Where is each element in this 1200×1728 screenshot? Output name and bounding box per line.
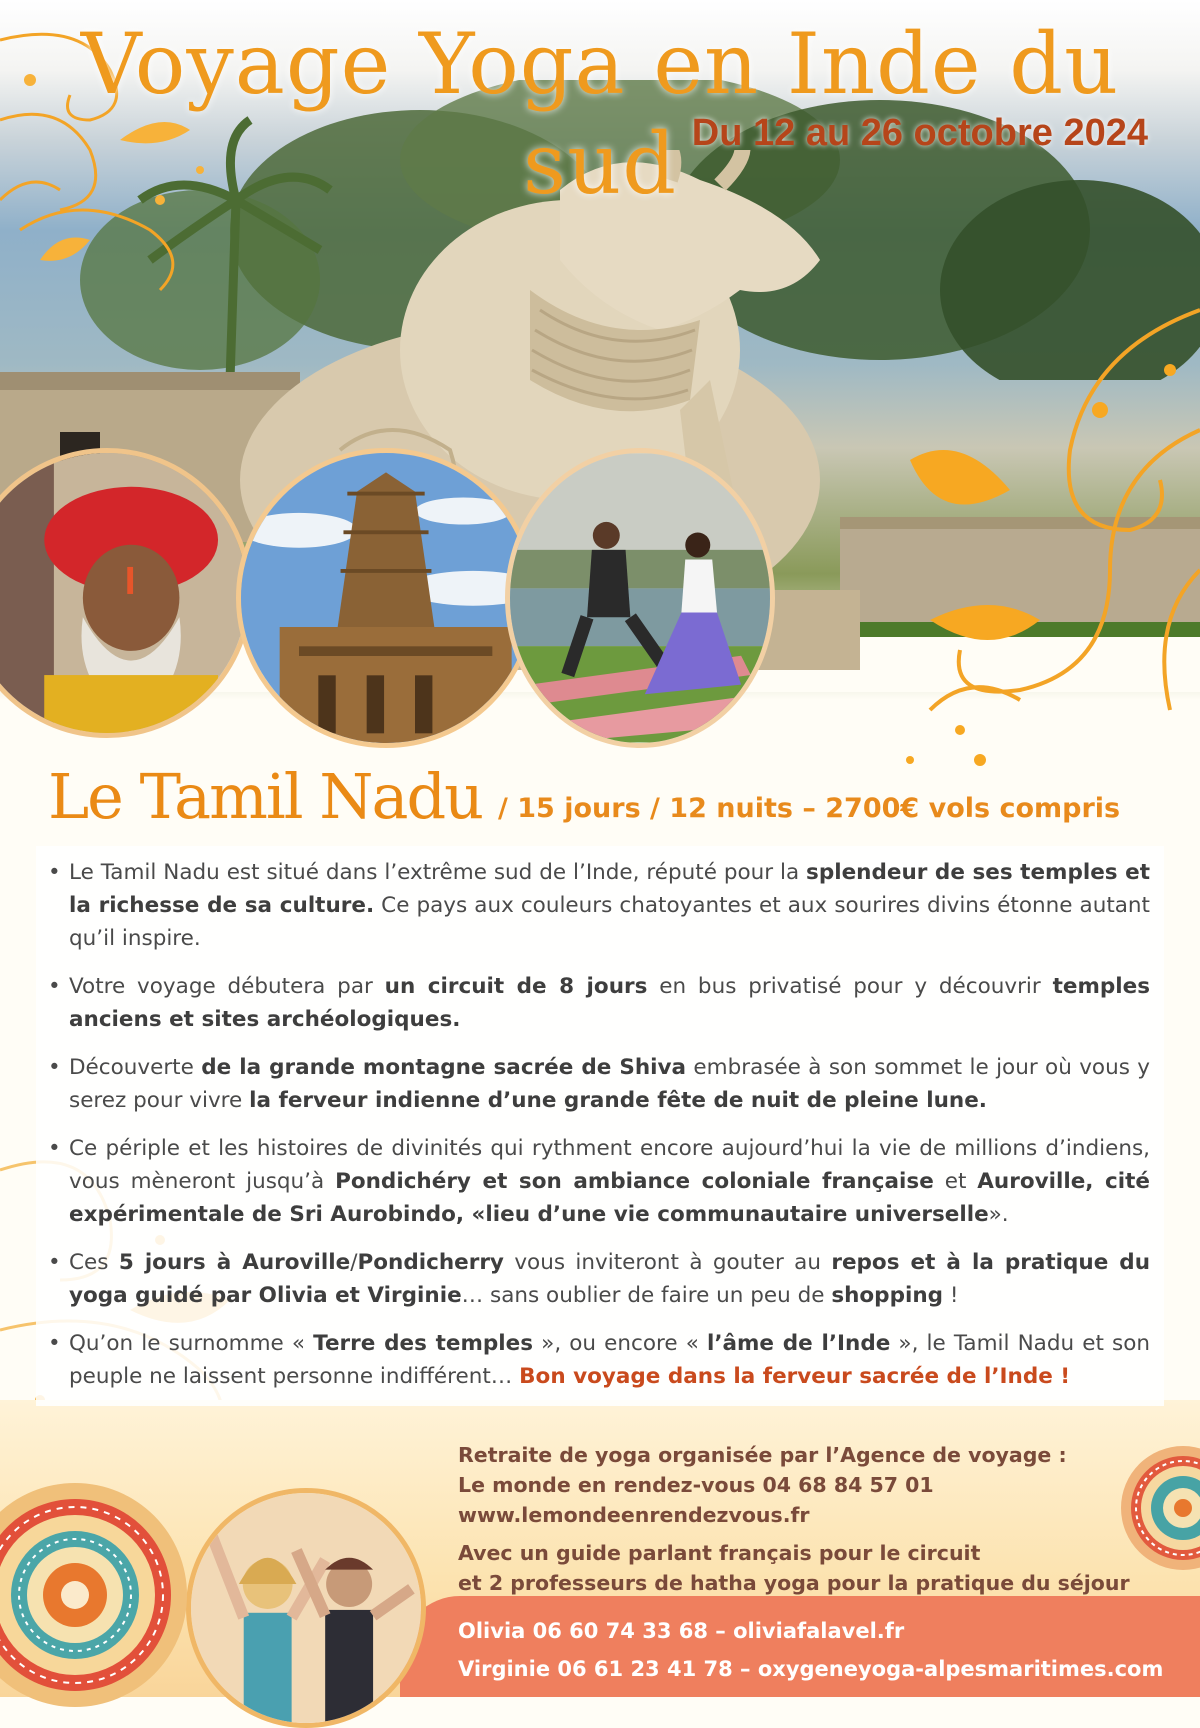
body-text: », le Tamil Nadu et son peuple ne laissent personne indifférent… <box>69 1331 1150 1389</box>
closing-tagline: Bon voyage dans la ferveur sacrée de l’Inde ! <box>519 1364 1071 1389</box>
highlight-item <box>48 1327 1150 1393</box>
emphasis-text: Pondicherry <box>357 1250 504 1275</box>
agency-phone: Le monde en rendez-vous 04 68 84 57 01 <box>458 1473 934 1497</box>
contact-olivia[interactable]: Olivia 06 60 74 33 68 – oliviafalavel.fr <box>458 1619 905 1643</box>
photo-temple-gopuram <box>236 448 536 748</box>
emphasis-text: temples anciens et sites archéologiques. <box>69 974 1150 1032</box>
emphasis-text: splendeur de ses temples et la richesse de sa culture. <box>69 860 1150 918</box>
contact-virginie[interactable]: Virginie 06 61 23 41 78 – oxygeneyoga-alpesmaritimes.com <box>458 1657 1164 1681</box>
body-text: ! <box>943 1283 959 1308</box>
body-text: … sans oublier de faire un peu de <box>461 1283 832 1308</box>
emphasis-text: la ferveur indienne d’une grande fête de nuit de pleine lune. <box>249 1088 987 1113</box>
trip-dates: Du 12 au 26 octobre 2024 <box>691 112 1148 154</box>
highlight-item <box>48 856 1150 955</box>
body-text: et <box>933 1169 978 1194</box>
highlight-item <box>48 1051 1150 1117</box>
body-text: Le Tamil Nadu est situé dans l’extrême sud de l’Inde, réputé pour la <box>69 860 807 885</box>
highlight-item <box>48 1246 1150 1312</box>
body-text: / <box>350 1250 358 1275</box>
poster-title: Voyage Yoga en Inde du sud <box>80 15 1120 213</box>
body-text: », ou encore « <box>533 1331 707 1356</box>
emphasis-text: repos et à la pratique du yoga guidé par Olivia et Virginie <box>69 1250 1151 1308</box>
guide-info: Avec un guide parlant français pour le circuit <box>458 1541 981 1565</box>
photo-teachers <box>186 1488 426 1728</box>
body-text: en bus privatisé pour y découvrir <box>647 974 1053 999</box>
emphasis-text: 5 jours à Auroville <box>118 1250 351 1275</box>
photo-yoga-practitioners <box>505 448 775 748</box>
agency-website-link[interactable]: www.lemondeenrendezvous.fr <box>458 1503 810 1527</box>
agency-intro: Retraite de yoga organisée par l’Agence de voyage : <box>458 1443 1067 1467</box>
body-text: Ces <box>69 1250 119 1275</box>
body-text: Qu’on le surnomme « <box>69 1331 314 1356</box>
emphasis-text: de la grande montagne sacrée de Shiva <box>201 1055 687 1080</box>
body-text: embrasée à son sommet le jour où vous y serez pour vivre <box>69 1055 1151 1113</box>
emphasis-text: l’âme de l’Inde <box>706 1331 891 1356</box>
emphasis-text: un circuit de 8 jours <box>384 974 648 999</box>
region-name: Le Tamil Nadu <box>48 760 483 833</box>
emphasis-text: shopping <box>831 1283 944 1308</box>
body-text: Découverte <box>69 1055 202 1080</box>
teacher-contacts <box>458 1612 1163 1688</box>
emphasis-text: Terre des temples <box>313 1331 534 1356</box>
body-text: Ce périple et les histoires de divinités qui rythment encore aujourd’hui la vie de millions d’indiens, vous mèneront jusqu’à <box>69 1136 1150 1194</box>
mandala-ornament-right <box>1118 1443 1200 1573</box>
body-text: Ce pays aux couleurs chatoyantes et aux sourires divins étonne autant qu’il inspire. <box>69 893 1150 951</box>
highlight-item <box>48 970 1150 1036</box>
body-text: vous inviteront à gouter au <box>503 1250 832 1275</box>
trip-summary: / 15 jours / 12 nuits – 2700€ vols compris <box>498 793 1121 824</box>
swirl-ornament-right <box>870 290 1200 790</box>
body-text: Votre voyage débutera par <box>69 974 385 999</box>
teachers-info: et 2 professeurs de hatha yoga pour la pratique du séjour <box>458 1571 1130 1595</box>
body-text: ». <box>988 1202 1009 1227</box>
highlights-list <box>36 846 1164 1393</box>
emphasis-text: Auroville, cité expérimentale de Sri Aurobindo, «lieu d’une vie communautaire universelle <box>69 1169 1150 1227</box>
emphasis-text: Pondichéry et son ambiance coloniale française <box>335 1169 934 1194</box>
mandala-ornament-left <box>0 1480 190 1710</box>
highlight-item <box>48 1132 1150 1231</box>
description-panel <box>36 846 1164 1406</box>
agency-info <box>458 1440 1130 1598</box>
